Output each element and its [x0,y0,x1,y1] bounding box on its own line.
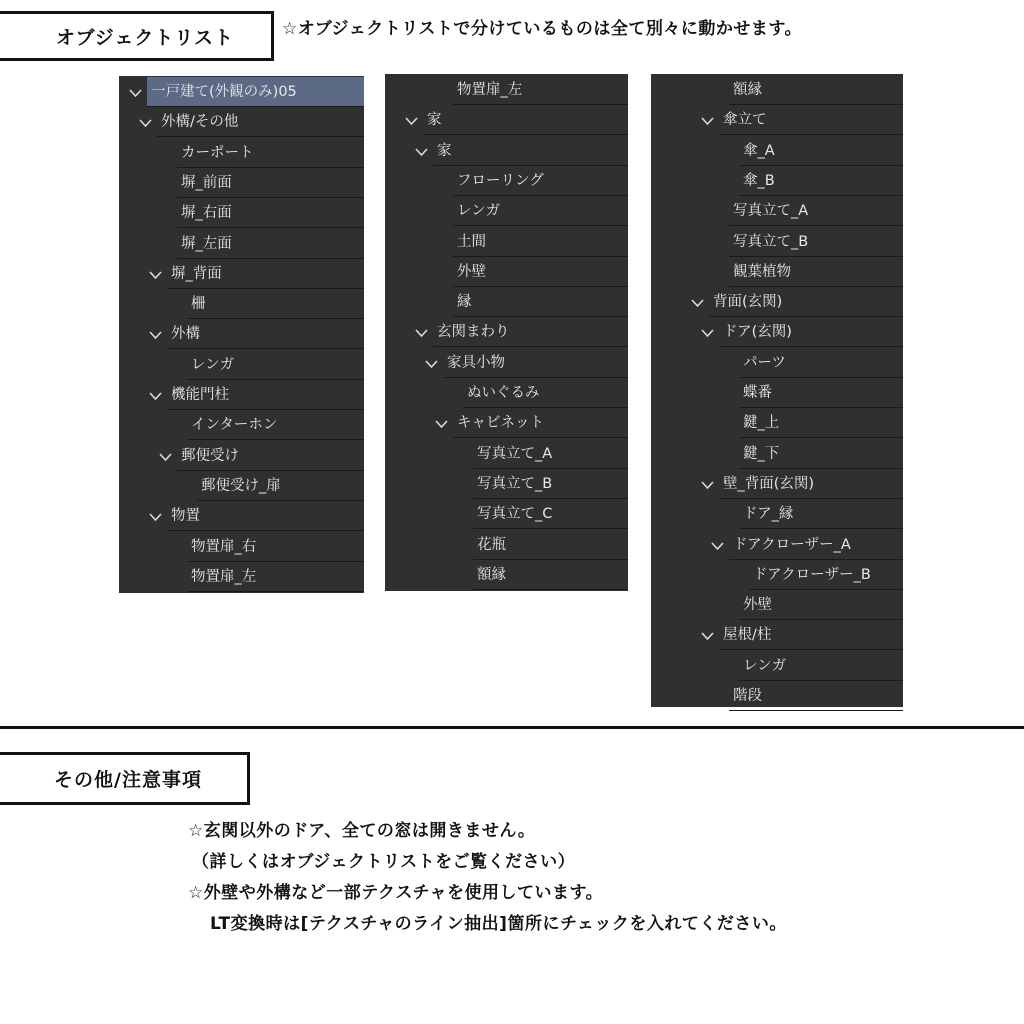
tree-item-label: レンガ [457,203,501,220]
tree-item-label: 郵便受け_扉 [201,477,281,494]
chevron-down-icon[interactable] [129,86,142,96]
tree-item[interactable] [651,651,903,681]
tree-item[interactable] [651,620,903,650]
tree-item-label: 郵便受け [181,447,239,464]
tree-item-label: 額縁 [477,566,506,583]
tree-item[interactable] [651,287,903,317]
chevron-down-icon[interactable] [701,326,714,336]
chevron-down-icon[interactable] [701,629,714,639]
tree-item-label: 塀_背面 [171,265,222,282]
tree-item-label: 塀_右面 [181,205,232,222]
tree-item[interactable] [651,196,903,226]
tree-item[interactable] [651,560,903,590]
tree-item[interactable] [651,681,903,711]
tree-item-label: パーツ [743,354,786,371]
tree-item[interactable] [651,590,903,620]
tree-item-label: 柵 [191,296,206,313]
tree-item[interactable] [385,499,628,529]
tree-item[interactable] [651,75,903,105]
tree-item-label: 写真立て_B [477,475,553,492]
tree-item[interactable] [651,408,903,438]
tree-item-label: 一戸建て(外観のみ)05 [151,84,297,100]
tree-item[interactable] [385,530,628,560]
tree-item-label: 縁 [457,294,472,311]
tree-item-label: 家具小物 [447,354,505,371]
tree-item[interactable] [119,107,364,137]
tree-item-label: 屋根/柱 [723,627,772,644]
tree-item-label: 傘_B [743,172,775,189]
tree-item[interactable] [385,439,628,469]
tree-item-label: 機能門柱 [171,387,229,403]
tree-item-label: 玄関まわり [437,324,510,341]
tree-item[interactable] [385,560,628,590]
tree-item-label: キャビネット [457,415,544,432]
tree-item[interactable] [119,532,364,562]
note-line: ☆玄関以外のドア、全ての窓は開きません。 [188,821,536,841]
tree-item[interactable] [119,380,364,410]
chevron-down-icon[interactable] [711,539,724,549]
tree-item[interactable] [651,530,903,560]
tree-item[interactable] [385,196,628,226]
other-notes [188,816,787,940]
tree-item[interactable] [119,77,364,107]
tree-item-label: 家 [437,142,452,159]
chevron-down-icon[interactable] [159,450,172,460]
tree-item-label: 物置扉_左 [191,568,257,585]
tree-item[interactable] [119,441,364,471]
section-divider [0,726,1024,729]
tree-item-label: ドアクローザー_B [753,566,871,583]
object-list-panel-2[interactable] [385,74,628,591]
tree-item[interactable] [385,75,628,105]
tree-item[interactable] [119,350,364,380]
tree-item-label: 物置扉_右 [191,538,257,555]
chevron-down-icon[interactable] [425,357,438,367]
tree-item-label: 外壁 [743,597,772,614]
tree-item-label: 土間 [457,233,486,250]
tree-item[interactable] [385,136,628,166]
tree-item[interactable] [119,138,364,168]
tree-item-label: 外壁 [457,263,486,280]
tree-item[interactable] [651,469,903,499]
tree-item-label: 写真立て_B [733,233,809,250]
object-list-note: ☆オブジェクトリストで分けているものは全て別々に動かせます。 [282,19,803,39]
tree-item-label: フローリング [457,172,544,189]
tree-item-label: 写真立て_A [477,445,553,462]
tree-item-label: 写真立て_A [733,203,809,220]
chevron-down-icon[interactable] [149,328,162,338]
object-list-panel-1[interactable] [119,76,364,593]
chevron-down-icon[interactable] [149,268,162,278]
tree-item-label: レンガ [743,657,787,674]
tree-item-label: 蝶番 [743,385,772,401]
tree-item-label: 壁_背面(玄関) [723,475,815,492]
tree-item[interactable] [119,410,364,440]
tree-item[interactable] [119,562,364,592]
tree-item-label: ドアクローザー_A [733,536,851,553]
tree-item[interactable] [385,469,628,499]
tree-item-label: ドア(玄関) [723,324,792,341]
tree-item[interactable] [119,501,364,531]
chevron-down-icon[interactable] [701,478,714,488]
tree-item-label: 額縁 [733,82,762,98]
tree-item-label: カーポート [181,144,254,161]
tree-item[interactable] [651,105,903,135]
chevron-down-icon[interactable] [701,114,714,124]
tree-item[interactable] [651,166,903,196]
object-list-title-box [0,11,274,61]
tree-item-label: インターホン [191,417,278,434]
tree-item[interactable] [385,166,628,196]
object-list-panel-3[interactable] [651,74,903,707]
tree-item-label: ドア_縁 [743,506,794,523]
tree-item[interactable] [119,229,364,259]
chevron-down-icon[interactable] [149,389,162,399]
note-line: ☆外壁や外構など一部テクスチャを使用しています。 [188,883,604,903]
tree-item[interactable] [651,227,903,257]
object-list-title: オブジェクトリスト [56,26,234,49]
tree-item[interactable] [119,168,364,198]
tree-item[interactable] [651,378,903,408]
chevron-down-icon[interactable] [415,326,428,336]
chevron-down-icon[interactable] [405,114,418,124]
tree-item[interactable] [651,136,903,166]
tree-item-label: 花瓶 [477,536,506,553]
tree-item-label: 傘立て [723,112,767,129]
tree-item-label: 背面(玄関) [713,294,783,311]
tree-item-label: 階段 [733,688,762,704]
tree-item[interactable] [651,499,903,529]
tree-item[interactable] [119,471,364,501]
tree-item[interactable] [385,317,628,347]
tree-item[interactable] [119,319,364,349]
tree-item[interactable] [385,257,628,287]
chevron-down-icon[interactable] [415,145,428,155]
tree-item[interactable] [119,198,364,228]
chevron-down-icon[interactable] [435,417,448,427]
tree-item-label: 写真立て_C [477,506,553,523]
tree-item[interactable] [119,289,364,319]
tree-item-label: 外構/その他 [161,114,239,131]
other-notes-title-box [0,752,250,805]
note-line: LT変換時は[テクスチャのライン抽出]箇所にチェックを入れてください。 [210,914,787,934]
tree-item-label: 塀_左面 [181,235,232,252]
tree-item[interactable] [385,105,628,135]
tree-item[interactable] [651,439,903,469]
tree-item[interactable] [651,257,903,287]
tree-item-label: ぬいぐるみ [467,385,540,401]
tree-item-label: 外構 [171,326,200,343]
tree-item-label: レンガ [191,356,235,373]
tree-item-label: 観葉植物 [733,263,791,280]
tree-item[interactable] [385,348,628,378]
tree-item-label: 傘_A [743,142,775,159]
tree-item[interactable] [385,287,628,317]
tree-item[interactable] [385,227,628,257]
chevron-down-icon[interactable] [139,116,152,126]
tree-item-label: 家 [427,112,442,129]
tree-item[interactable] [651,317,903,347]
tree-item[interactable] [651,348,903,378]
tree-item[interactable] [385,378,628,408]
tree-item[interactable] [385,408,628,438]
chevron-down-icon[interactable] [691,296,704,306]
tree-item-label: 塀_前面 [181,174,232,191]
tree-item[interactable] [119,259,364,289]
tree-item-label: 鍵_下 [743,445,780,462]
tree-item-label: 物置扉_左 [457,82,523,98]
tree-item-label: 物置 [171,508,200,525]
other-notes-title: その他/注意事項 [54,769,202,791]
note-line: （詳しくはオブジェクトリストをご覧ください） [192,852,576,872]
chevron-down-icon[interactable] [149,510,162,520]
tree-item-label: 鍵_上 [743,415,780,432]
